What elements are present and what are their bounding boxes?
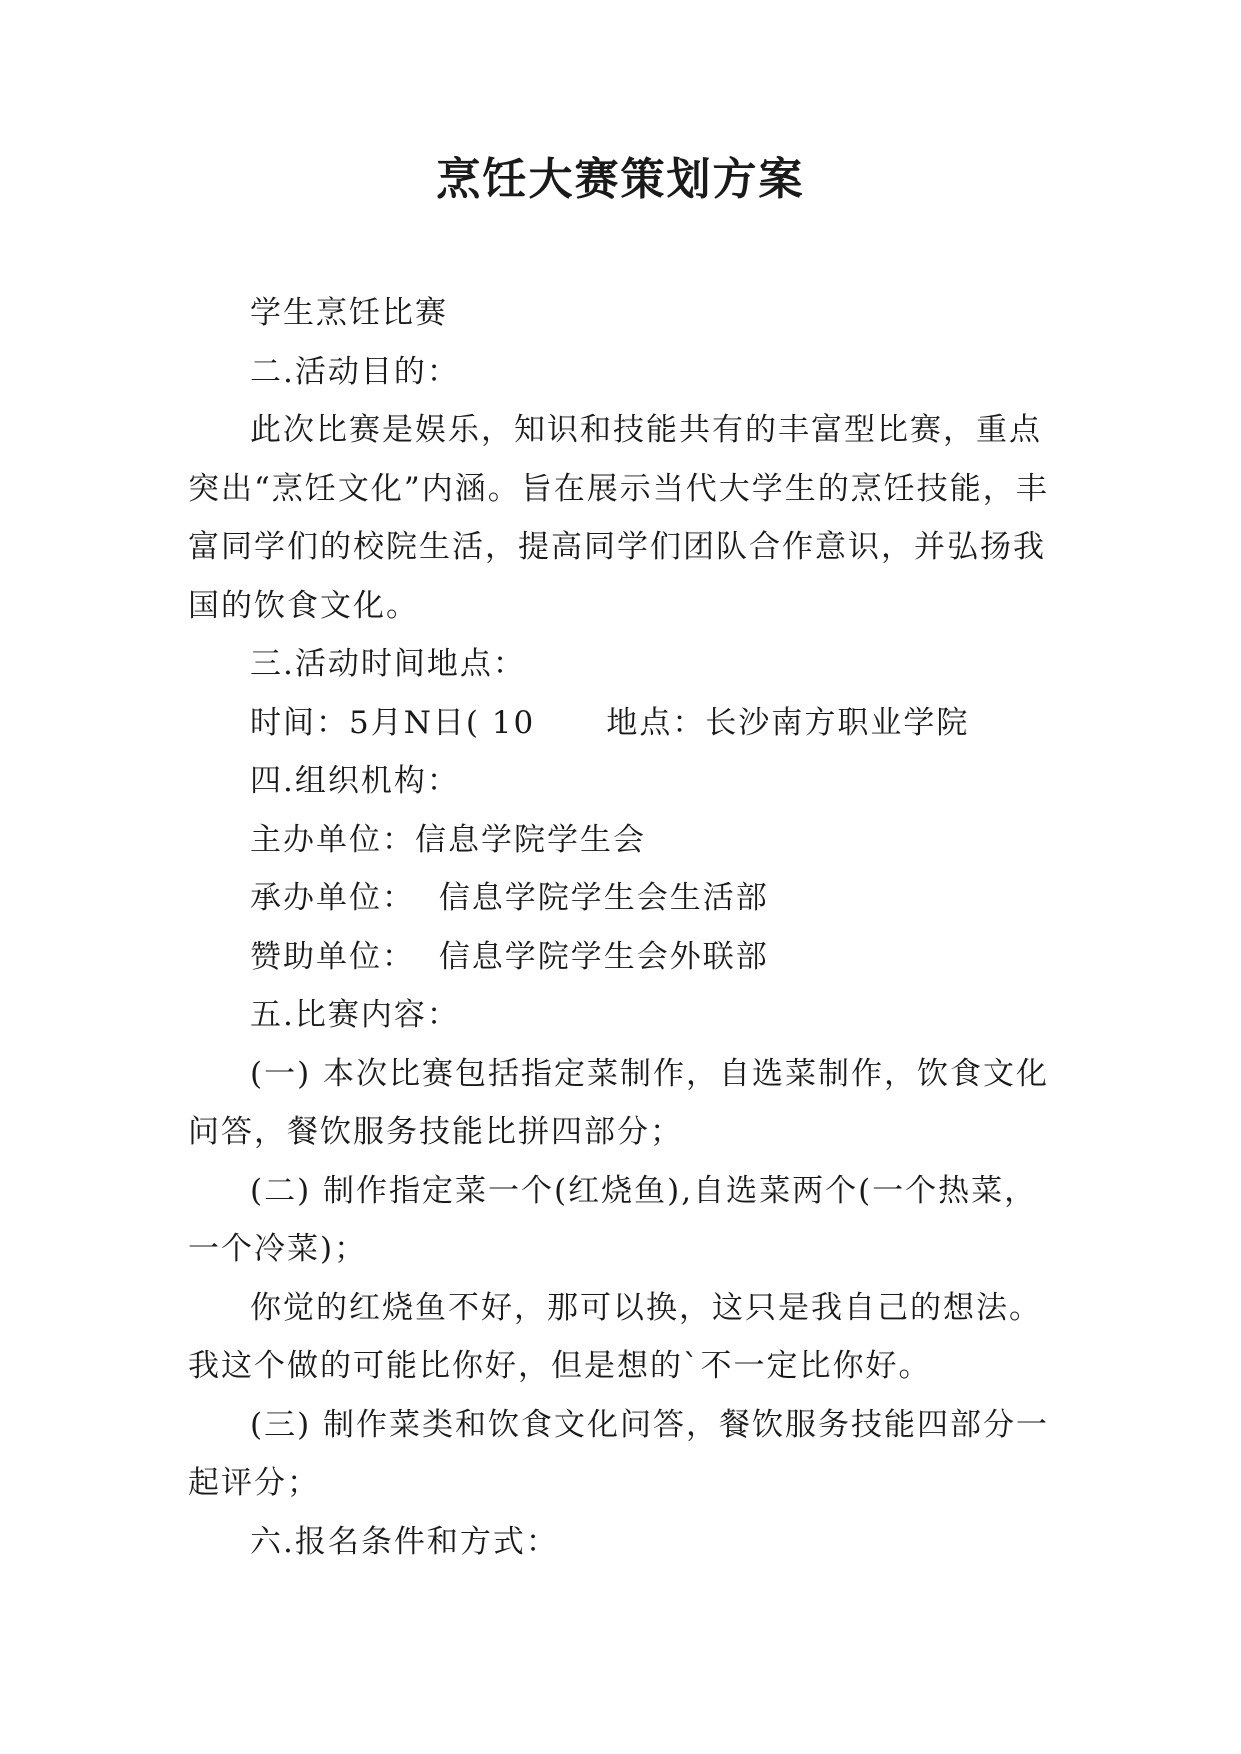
paragraph-time-place: 时间：5月N日( 10 地点：长沙南方职业学院 xyxy=(250,704,970,741)
paragraph-purpose: 此次比赛是娱乐，知识和技能共有的丰富型比赛，重点突出“烹饪文化”内涵。旨在展示当代大学生的烹饪技能，丰富同学们的校院生活，提高同学们团队合作意识，并弘扬我国的饮食文化。 xyxy=(188,412,1049,624)
paragraph-content-3: (三) 制作菜类和饮食文化问答，餐饮服务技能四部分一起评分； xyxy=(188,1406,1050,1501)
section-heading-organization: 四.组织机构： xyxy=(250,763,460,799)
paragraph-organizer: 承办单位： 信息学院学生会生活部 xyxy=(250,880,769,916)
paragraph-sponsor: 赞助单位： 信息学院学生会外联部 xyxy=(250,938,769,975)
section-heading-contents: 五.比赛内容： xyxy=(250,997,460,1033)
section-heading-time-place: 三.活动时间地点： xyxy=(250,646,526,682)
paragraph-subtitle: 学生烹饪比赛 xyxy=(250,295,448,331)
document-title: 烹饪大赛策划方案 xyxy=(436,154,805,205)
section-heading-purpose: 二.活动目的： xyxy=(250,353,460,390)
document-body xyxy=(188,284,1068,1571)
paragraph-content-1: (一) 本次比赛包括指定菜制作，自选菜制作，饮食文化问答，餐饮服务技能比拼四部分； xyxy=(188,1055,1050,1150)
paragraph-content-2: (二) 制作指定菜一个(红烧鱼),自选菜两个(一个热菜，一个冷菜)； xyxy=(188,1172,1038,1267)
paragraph-host: 主办单位：信息学院学生会 xyxy=(250,821,646,858)
paragraph-note: 你觉的红烧鱼不好，那可以换，这只是我自己的想法。我这个做的可能比你好，但是想的`不一定比你好。 xyxy=(188,1289,1042,1384)
section-heading-registration: 六.报名条件和方式： xyxy=(250,1523,559,1560)
